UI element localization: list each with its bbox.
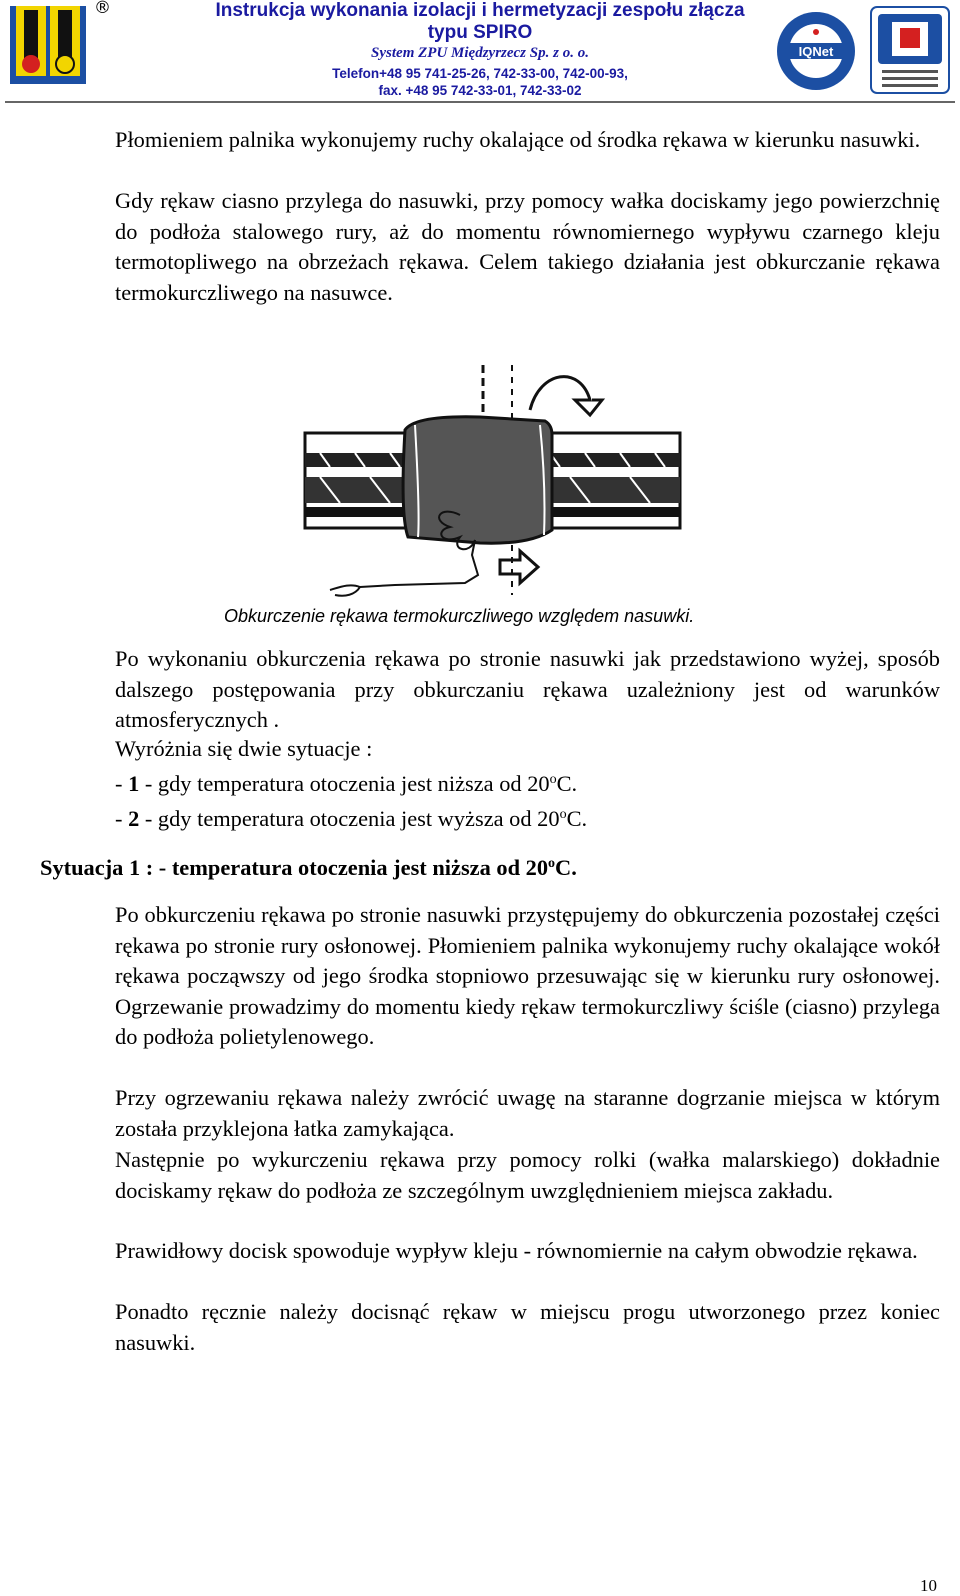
document-title: Instrukcja wykonania izolacji i hermetyzacji zespołu złącza typu SPIRO (215, 0, 745, 43)
paragraph-7: Prawidłowy docisk spowoduje wypływ kleju - równomiernie na całym obwodzie rękawa. (115, 1238, 918, 1263)
sleeve-shrinking-illustration (300, 355, 685, 600)
paragraph-1: Płomieniem palnika wykonujemy ruchy okalające od środka rękawa w kierunku nasuwki. (115, 127, 921, 152)
figure-caption: Obkurczenie rękawa termokurczliwego względem nasuwki. (224, 606, 695, 626)
registered-mark: ® (94, 0, 111, 18)
paragraph-5: Przy ogrzewaniu rękawa należy zwrócić uwagę na staranne dogrzanie miejsca w którym została przyklejona łatka zamykająca. (115, 1085, 940, 1141)
paragraph-8: Ponadto ręcznie należy docisnąć rękaw w miejscu progu utworzonego przez koniec nasuwki. (115, 1299, 940, 1355)
certificate-logo (870, 6, 950, 94)
header-divider (5, 101, 955, 103)
svg-text:IQNet: IQNet (798, 44, 834, 59)
paragraph-6: Następnie po wykurczeniu rękawa przy pomocy rolki (wałka malarskiego) dokładnie dociskamy rękaw do podłoża ze szczególnym uwzględnieniem miejsca zakładu. (115, 1147, 940, 1203)
paragraph-3: Po wykonaniu obkurczenia rękawa po stronie nasuwki jak przedstawiono wyżej, sposób dalszego postępowania przy obkurczaniu rękawa uzależniony jest od warunków atmosferycznych . (115, 646, 940, 733)
sleeve (403, 417, 552, 543)
company-logo (10, 6, 86, 84)
company-name: System ZPU Międzyrzecz Sp. z o. o. (371, 45, 589, 61)
situation-1-item: - 1 - gdy temperatura otoczenia jest niższa od 20$^o$C. (115, 771, 578, 796)
section-heading-situation-1: Sytuacja 1 : - temperatura otoczenia jest niższa od 20$^o$C. (40, 855, 577, 880)
paragraph-2: Gdy rękaw ciasno przylega do nasuwki, przy pomocy wałka dociskamy jego powierzchnię do podłoża stalowego rury, aż do momentu równomiernego wypływu czarnego kleju termotopliwego na obrzeżach rękawa. Celem takiego działania jest obkurczanie rękawa termokurczliwego na nasuwce. (115, 188, 940, 305)
fax-line: fax. +48 95 742-33-01, 742-33-02 (378, 83, 582, 98)
telephone-line: Telefon+48 95 741-25-26, 742-33-00, 742-00-93, (332, 66, 628, 81)
page-number: 10 (920, 1576, 937, 1595)
situation-2-item: - 2 - gdy temperatura otoczenia jest wyższa od 20$^o$C. (115, 806, 588, 831)
paragraph-4: Po obkurczeniu rękawa po stronie nasuwki przystępujemy do obkurczenia pozostałej części rękawa po stronie rury osłonowej. Płomieniem palnika wykonujemy ruchy okalające wokół rękawa począwszy od jego środka stopniowo przesuwając się w kierunku rury osłonowej. Ogrzewanie prowadzimy do momentu kiedy rękaw termokurczliwy ściśle (ciasno) przylega do podłoża polietylenowego. (115, 902, 940, 1050)
situations-intro: Wyróżnia się dwie sytuacje : (115, 736, 373, 761)
iqnet-certification-logo (775, 10, 857, 92)
